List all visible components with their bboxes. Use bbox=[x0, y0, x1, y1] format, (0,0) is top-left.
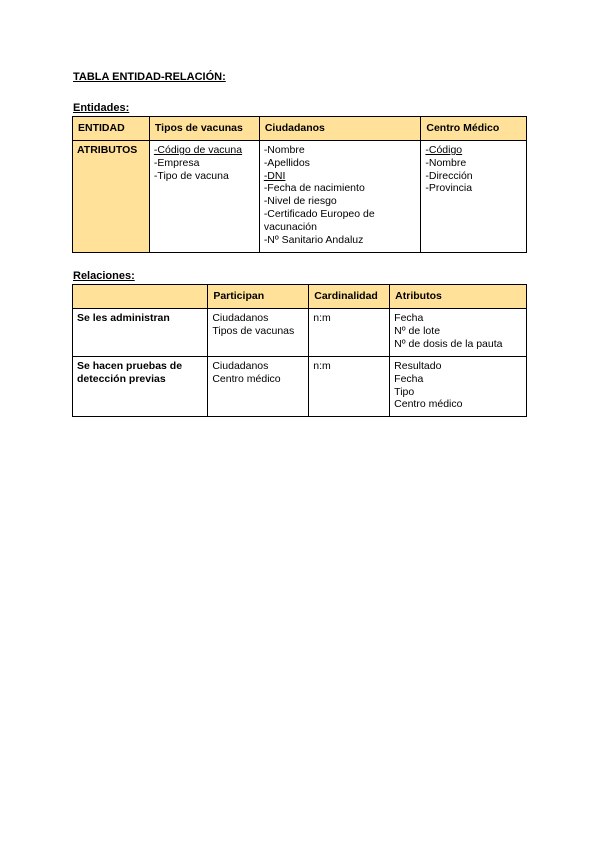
header-participan: Participan bbox=[208, 285, 309, 309]
attr-nivel-riesgo: -Nivel de riesgo bbox=[263, 195, 337, 208]
attr-provincia: -Provincia bbox=[425, 182, 473, 195]
header-relacion bbox=[73, 285, 208, 309]
relaciones-heading: Relaciones: bbox=[73, 270, 135, 282]
header-entidad: ENTIDAD bbox=[73, 117, 150, 141]
relation-name: Se les administran bbox=[73, 309, 208, 357]
relation-attribute: Resultado bbox=[394, 360, 442, 372]
relation-cardinality: n:m bbox=[309, 357, 390, 417]
attr-nombre-centro: -Nombre bbox=[425, 156, 467, 169]
relation-name: Se hacen pruebas de detección previas bbox=[73, 357, 208, 417]
document-title: TABLA ENTIDAD-RELACIÓN: bbox=[73, 71, 226, 83]
attr-certificado-europeo: -Certificado Europeo de vacunación bbox=[263, 207, 375, 233]
table-row bbox=[73, 309, 527, 357]
ciudadanos-attributes bbox=[259, 141, 421, 253]
relation-participants bbox=[208, 357, 309, 417]
participant: Centro médico bbox=[212, 372, 281, 385]
attr-fecha-nacimiento: -Fecha de nacimiento bbox=[263, 182, 365, 195]
header-cardinalidad: Cardinalidad bbox=[309, 285, 390, 309]
relation-attribute: Tipo bbox=[394, 385, 415, 398]
atributos-row bbox=[73, 141, 527, 253]
relation-attribute: Nº de lote bbox=[394, 324, 441, 337]
header-centro-medico: Centro Médico bbox=[421, 117, 527, 141]
atributos-label: ATRIBUTOS bbox=[73, 141, 150, 253]
relation-attribute: Fecha bbox=[394, 372, 424, 385]
participant: Ciudadanos bbox=[212, 312, 269, 324]
attr-num-sanitario: -Nº Sanitario Andaluz bbox=[263, 233, 364, 246]
header-tipos-vacunas: Tipos de vacunas bbox=[149, 117, 259, 141]
table-row bbox=[73, 357, 527, 417]
relation-cardinality: n:m bbox=[309, 309, 390, 357]
relation-attribute: Fecha bbox=[394, 312, 424, 324]
relaciones-header-row bbox=[73, 285, 527, 309]
entidades-header-row bbox=[73, 117, 527, 141]
header-ciudadanos: Ciudadanos bbox=[259, 117, 421, 141]
attr-dni: -DNI bbox=[263, 169, 286, 182]
relation-attribute: Centro médico bbox=[394, 398, 463, 411]
attr-apellidos: -Apellidos bbox=[263, 156, 310, 169]
attr-tipo-vacuna: -Tipo de vacuna bbox=[153, 169, 229, 182]
attr-direccion: -Dirección bbox=[425, 169, 473, 182]
attr-codigo: -Código bbox=[425, 144, 463, 156]
participant: Ciudadanos bbox=[212, 360, 269, 372]
participant: Tipos de vacunas bbox=[212, 324, 295, 337]
entidades-table bbox=[72, 116, 527, 253]
relaciones-table bbox=[72, 284, 527, 417]
entidades-heading: Entidades: bbox=[73, 102, 130, 114]
centro-medico-attributes bbox=[421, 141, 527, 253]
relation-participants bbox=[208, 309, 309, 357]
attr-codigo-vacuna: -Código de vacuna bbox=[153, 144, 243, 156]
attr-nombre: -Nombre bbox=[263, 144, 305, 156]
relation-attribute: Nº de dosis de la pauta bbox=[394, 337, 503, 350]
tipos-vacunas-attributes bbox=[149, 141, 259, 253]
relation-attributes bbox=[390, 309, 527, 357]
header-atributos: Atributos bbox=[390, 285, 527, 309]
relation-attributes bbox=[390, 357, 527, 417]
attr-empresa: -Empresa bbox=[153, 156, 200, 169]
